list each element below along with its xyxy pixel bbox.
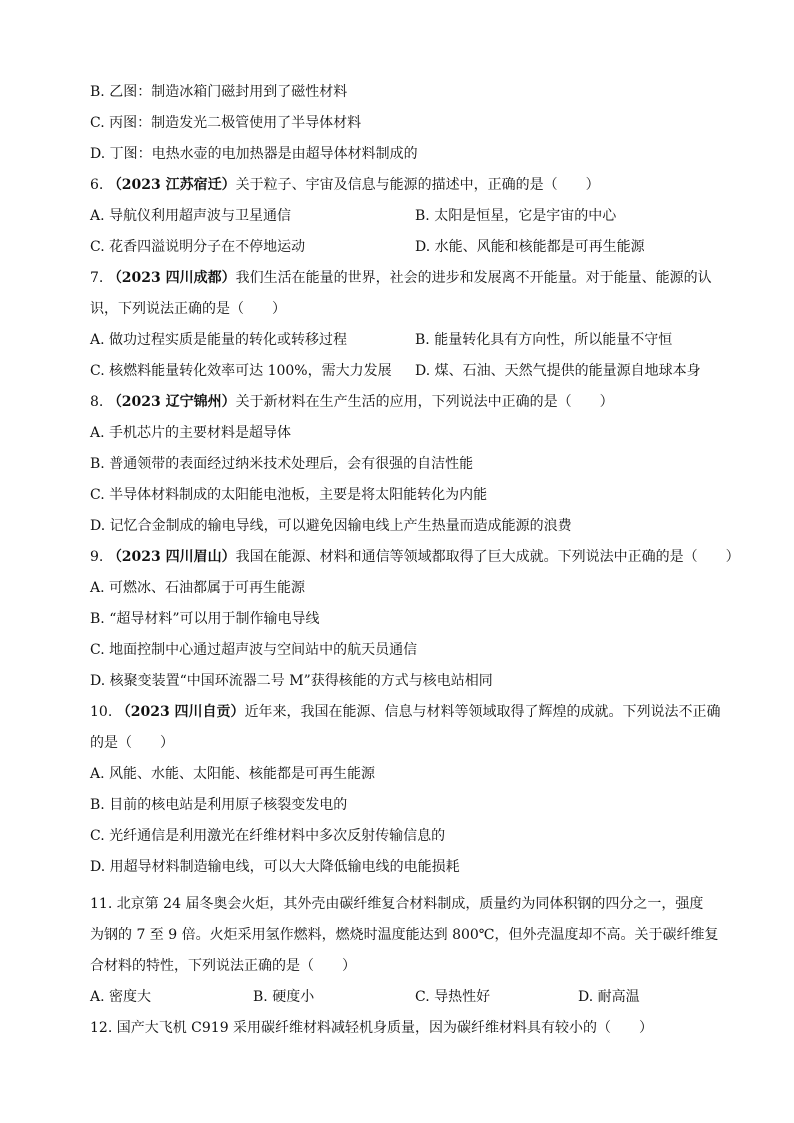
option-c: C. 花香四溢说明分子在不停地运动: [90, 239, 306, 255]
question-11-stem: 11. 北京第 24 届冬奥会火炬，其外壳由碳纤维复合材料制成，质量约为同体积钢的四分之一，强度: [90, 896, 704, 912]
option-a: A. 密度大: [90, 989, 152, 1005]
question-6-options-row2: [90, 237, 715, 257]
question-12-stem: 12. 国产大飞机 C919 采用碳纤维材料减轻机身质量，因为碳纤维材料具有较小的（ ）: [90, 1020, 654, 1036]
option-b: B. 硬度小: [253, 989, 315, 1005]
question-9-stem: [90, 547, 740, 567]
question-7-stem: [90, 268, 715, 288]
option-c: C. 地面控制中心通过超声波与空间站中的航天员通信: [90, 642, 418, 658]
option-c: C. 导热性好: [415, 989, 491, 1005]
option-d: D. 水能、风能和核能都是可再生能源: [415, 239, 645, 255]
option-c: C. 光纤通信是利用激光在纤维材料中多次反射传输信息的: [90, 828, 446, 844]
option-c: C. 核燃料能量转化效率可达 100%，需大力发展: [90, 363, 392, 379]
question-7-options-row1: [90, 330, 715, 350]
question-11-stem-cont: 合材料的特性，下列说法正确的是（ ）: [90, 958, 356, 974]
question-11-stem-cont: 为钢的 7 至 9 倍。火炬采用氢作燃料，燃烧时温度能达到 800℃，但外壳温度却不高。关于碳纤维复: [90, 927, 719, 943]
option-b: B. 太阳是恒星，它是宇宙的中心: [415, 208, 617, 224]
option-d: D. 记忆合金制成的输电导线，可以避免因输电线上产生热量而造成能源的浪费: [90, 518, 572, 534]
option-d: D. 煤、石油、天然气提供的能量源自地球本身: [415, 363, 701, 379]
question-10-stem: [90, 702, 721, 722]
question-7-options-row2: [90, 361, 715, 381]
option-a: A. 可燃冰、石油都属于可再生能源: [90, 580, 306, 596]
option-a: A. 做功过程实质是能量的转化或转移过程: [90, 332, 348, 348]
question-text: 近年来，我国在能源、信息与材料等领域取得了辉煌的成就。下列说法不正确: [244, 704, 721, 720]
question-7-stem-cont: 识，下列说法正确的是（ ）: [90, 301, 286, 317]
option-d: D. 核聚变装置“中国环流器二号 M”获得核能的方式与核电站相同: [90, 673, 493, 689]
question-source: （2023 江苏宿迁）: [107, 177, 236, 193]
question-source: （2023 辽宁锦州）: [107, 394, 236, 410]
question-6-options-row1: [90, 206, 715, 226]
question-number: 10.: [90, 704, 113, 720]
question-source: （2023 四川成都）: [107, 270, 236, 286]
question-source: （2023 四川自贡）: [116, 704, 245, 720]
option-b: B. 普通领带的表面经过纳米技术处理后，会有很强的自洁性能: [90, 456, 474, 472]
question-text: 我国在能源、材料和通信等领域都取得了巨大成就。下列说法中正确的是（ ）: [235, 549, 740, 565]
question-number: 7.: [90, 270, 104, 286]
question-source: （2023 四川眉山）: [107, 549, 236, 565]
question-8-stem: [90, 392, 715, 412]
option-line: D. 丁图：电热水壶的电加热器是由超导体材料制成的: [90, 146, 418, 162]
question-11-options: [90, 987, 715, 1007]
option-a: A. 风能、水能、太阳能、核能都是可再生能源: [90, 766, 376, 782]
question-text: 我们生活在能量的世界，社会的进步和发展离不开能量。对于能量、能源的认: [235, 270, 712, 286]
option-c: C. 半导体材料制成的太阳能电池板，主要是将太阳能转化为内能: [90, 487, 488, 503]
question-6-stem: [90, 175, 715, 195]
question-number: 9.: [90, 549, 104, 565]
question-number: 8.: [90, 394, 104, 410]
option-line: C. 丙图：制造发光二极管使用了半导体材料: [90, 115, 362, 131]
option-d: D. 耐高温: [578, 989, 640, 1005]
question-10-stem-cont: 的是（ ）: [90, 735, 174, 751]
question-text: 关于粒子、宇宙及信息与能源的描述中，正确的是（ ）: [235, 177, 600, 193]
option-a: A. 导航仪利用超声波与卫星通信: [90, 208, 292, 224]
option-d: D. 用超导材料制造输电线，可以大大降低输电线的电能损耗: [90, 859, 460, 875]
option-b: B. “超导材料”可以用于制作输电导线: [90, 611, 320, 627]
option-b: B. 目前的核电站是利用原子核裂变发电的: [90, 797, 348, 813]
option-a: A. 手机芯片的主要材料是超导体: [90, 425, 292, 441]
option-line: B. 乙图：制造冰箱门磁封用到了磁性材料: [90, 84, 348, 100]
question-number: 6.: [90, 177, 104, 193]
option-b: B. 能量转化具有方向性，所以能量不守恒: [415, 332, 673, 348]
question-text: 关于新材料在生产生活的应用，下列说法中正确的是（ ）: [235, 394, 614, 410]
